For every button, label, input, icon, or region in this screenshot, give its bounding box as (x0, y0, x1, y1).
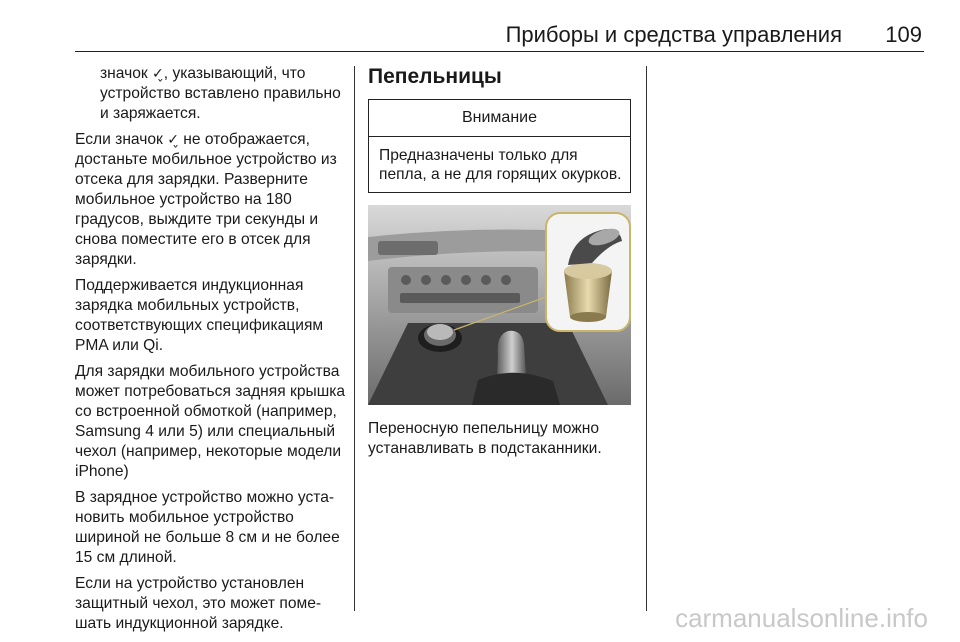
column-divider-right (646, 66, 647, 611)
charging-check-icon: ✓̬ (167, 132, 179, 148)
notice-heading: Внимание (369, 100, 630, 137)
notice-box (368, 99, 631, 193)
charging-check-icon: ✓̬ (152, 66, 164, 82)
para1-text-end: , указывающий, что устройство вставлено правильно и заряжается. (100, 65, 341, 122)
para2-text-start: Если значок (75, 131, 168, 148)
middle-column (368, 64, 632, 459)
control-panel (388, 267, 538, 313)
paragraph-device-size: В зарядное устройство можно установить мобильное устройство шириной не больше 8 см и не более 15 см длиной. (75, 489, 340, 566)
header-rule (75, 51, 924, 52)
paragraph-icon-missing (75, 130, 347, 270)
dashboard-vent-left (378, 241, 438, 255)
page-header-title: Приборы и средства управления (505, 22, 842, 47)
paragraph-supported-standards: Поддерживается индукционная зарядка мобильных устройств, соответствующих спецификациям PMA или Qi. (75, 277, 324, 354)
watermark: carmanualsonline.info (675, 603, 928, 633)
left-column (75, 64, 347, 640)
page-number: 109 (885, 22, 922, 47)
column-divider (354, 66, 355, 611)
photo-caption: Переносную пепельницу можно устанавливать в подстаканники. (368, 420, 602, 457)
notice-text: Предназначены только для пепла, а не для горящих окурков. (379, 147, 622, 183)
ashtray-illustration (368, 205, 631, 405)
ashtray-lid-small (427, 324, 453, 340)
para2-text-end: не отображается, достаньте мобильное устройство из отсека для зарядки. Разверните мобильное устройство на 180 градусов, выждите три секунды и снова поместите его в отсек для зарядки. (75, 131, 337, 268)
section-title: Пепельницы (368, 65, 502, 88)
ashtray-cup-bottom (570, 312, 606, 322)
para1-text-start: значок (100, 65, 153, 82)
ashtray-cup-rim (564, 263, 612, 279)
paragraph-protective-case: Если на устройство установлен защитный чехол, это может помешать индукционной зарядке. (75, 575, 322, 632)
paragraph-back-cover: Для зарядки мобильного устройства может потребоваться задняя крышка со встроенной обмоткой (например, Samsung 4 или 5) или специальный чехол (например, некоторые модели iPhone) (75, 363, 346, 480)
paragraph-charging-indicator (75, 64, 347, 124)
